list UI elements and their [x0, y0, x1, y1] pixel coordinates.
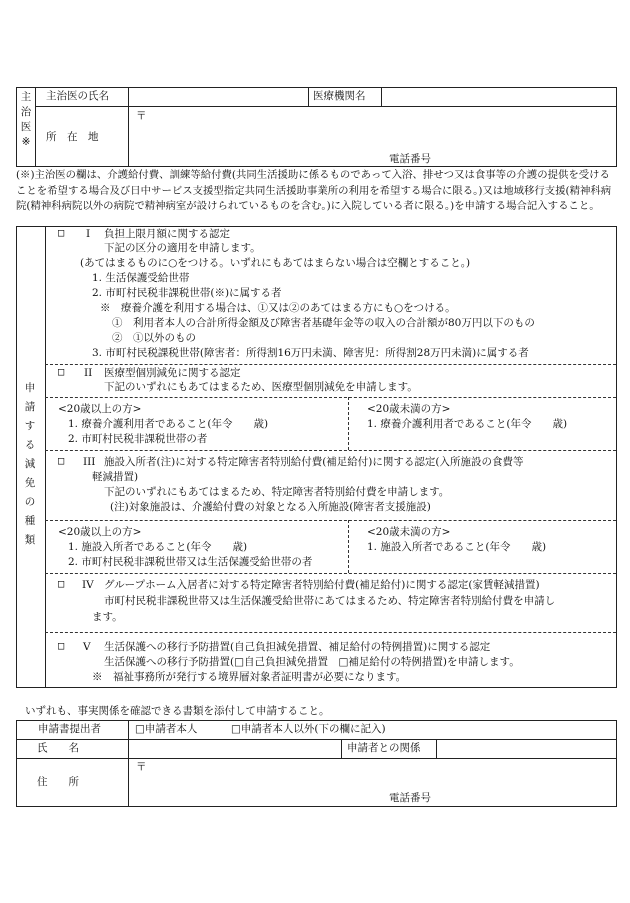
section-2-adult-1: 1. 療養介護利用者であること(年令 歳) — [68, 418, 269, 430]
section-1-item3: 3. 市町村民税課税世帯(障害者：所得割16万円未満、障害児：所得割28万円未満)に属する者 — [92, 347, 529, 359]
section-3-title: 施設入所者(注)に対する特定障害者特別給付費(補足給付)に関する認定(入所施設の食費等 — [104, 456, 524, 468]
section-2-adult-2: 2. 市町村民税非課税世帯の者 — [68, 433, 208, 445]
submitter-relation-label: 申請者との関係 — [347, 742, 421, 754]
submitter-postal-mark: 〒 — [136, 761, 147, 773]
section-5-title: 生活保護への移行予防措置(自己負担減免措置、補足給付の特例措置)に関する認定 — [104, 641, 491, 653]
section-5-checkbox[interactable]: □ — [58, 640, 65, 652]
section-3-child-1: 1. 施設入所者であること(年令 歳) — [367, 541, 547, 553]
section-2-numeral: II — [84, 367, 93, 379]
submitter-address-field[interactable] — [132, 773, 602, 788]
section-1-line1: 下記の区分の適用を申請します。 — [104, 242, 261, 254]
section-3-title2: 軽減措置) — [92, 471, 139, 483]
section-3-numeral: III — [83, 456, 96, 468]
doctor-name-label: 主治医の氏名 — [46, 90, 109, 102]
section-2-line1: 下記のいずれにもあてはまるため、医療型個別減免を申請します。 — [104, 381, 418, 393]
doctor-name-field[interactable] — [134, 90, 304, 104]
section-3-adult-2: 2. 市町村民税非課税世帯又は生活保護受給世帯の者 — [68, 556, 313, 568]
submitter-phone-label: 電話番号 — [389, 792, 431, 804]
section-1-numeral: I — [86, 228, 91, 240]
submitter-relation-field[interactable] — [440, 741, 612, 756]
section-3-line2: (注)対象施設は、介護給付費の対象となる入所施設(障害者支援施設) — [110, 501, 431, 513]
section-2-child-1: 1. 療養介護利用者であること(年令 歳) — [367, 418, 568, 430]
doctor-address-label: 所 在 地 — [46, 131, 99, 143]
submitter-address-label: 住 所 — [37, 776, 79, 788]
section-5-line2: ※ 福祉事務所が発行する境界層対象者証明書が必要になります。 — [92, 671, 407, 683]
doctor-phone-label: 電話番号 — [389, 153, 431, 165]
doctor-side-label: 主 治 医 ※ — [20, 91, 32, 148]
section-3-line1: 下記のいずれにもあてはまるため、特定障害者特別給付費を申請します。 — [104, 486, 450, 498]
doctor-postal-mark: 〒 — [136, 110, 147, 122]
section-4-line1: 市町村民税非課税世帯又は生活保護受給世帯にあてはまるため、特定障害者特別給付費を申請し — [104, 595, 556, 607]
section-3-checkbox[interactable]: □ — [58, 455, 65, 467]
submitter-name-field[interactable] — [132, 741, 337, 756]
section-3-adult-head: <20歳以上の方> — [58, 526, 142, 538]
submitter-label: 申請書提出者 — [38, 723, 101, 735]
doctor-note: (※)主治医の欄は、介護給付費、訓練等給付費(共同生活援助に係るものであって入浴、排せつ又は食事等の介護の提供を受けることを希望する場合及び日中サービス支援型指定共同生活援助事業所の利用を希望する場合に限る。)又は地域移行支援(精神科病院(精神科病院以外の病院で精神病室が設けられているものを含む。)に入院している者に限る。)を申請する場合記入すること。 — [16, 169, 612, 212]
section-1-item1: 1. 生活保護受給世帯 — [92, 272, 190, 284]
section-5-line1: 生活保護への移行予防措置(□自己負担減免措置 □補足給付の特例措置)を申請します。 — [104, 656, 520, 668]
section-2-checkbox[interactable]: □ — [58, 366, 65, 378]
section-4-line2: ます。 — [92, 611, 123, 623]
reduction-side-label: 申 請 す る 減 免 の 種 類 — [24, 382, 36, 546]
section-1-checkbox[interactable]: □ — [58, 227, 65, 239]
section-4-numeral: IV — [82, 579, 94, 591]
attach-note: いずれも、事実関係を確認できる書類を添付して申請すること。 — [25, 705, 330, 717]
doctor-address-field[interactable] — [134, 122, 604, 148]
section-1-line2: (あてはまるものに○をつける。いずれにもあてはまらない場合は空欄とすること。) — [80, 257, 471, 269]
submitter-option-self[interactable]: □申請者本人 — [135, 723, 198, 735]
submitter-option-other[interactable]: □申請者本人以外(下の欄に記入) — [231, 723, 386, 735]
section-5-numeral: V — [83, 641, 91, 653]
institution-field[interactable] — [386, 90, 612, 104]
section-4-title: グループホーム入居者に対する特定障害者特別給付費(補足給付)に関する認定(家賃軽減措置) — [104, 579, 540, 591]
submitter-name-label: 氏 名 — [37, 742, 79, 754]
section-3-adult-1: 1. 施設入所者であること(年令 歳) — [68, 541, 248, 553]
section-1-sub2: ② ①以外のもの — [112, 332, 196, 344]
section-4-checkbox[interactable]: □ — [58, 578, 65, 590]
section-2-title: 医療型個別減免に関する認定 — [104, 367, 241, 379]
section-1-note: ※ 療養介護を利用する場合は、①又は②のあてはまる方にも○をつける。 — [100, 302, 456, 314]
section-1-item2: 2. 市町村民税非課税世帯(※)に属する者 — [92, 287, 282, 299]
section-1-title: 負担上限月額に関する認定 — [104, 228, 230, 240]
section-2-adult-head: <20歳以上の方> — [58, 403, 142, 415]
section-1-sub1: ① 利用者本人の合計所得金額及び障害者基礎年金等の収入の合計額が80万円以下のもの — [112, 317, 535, 329]
section-2-child-head: <20歳未満の方> — [367, 403, 451, 415]
section-3-child-head: <20歳未満の方> — [367, 526, 451, 538]
institution-label: 医療機関名 — [313, 90, 366, 102]
